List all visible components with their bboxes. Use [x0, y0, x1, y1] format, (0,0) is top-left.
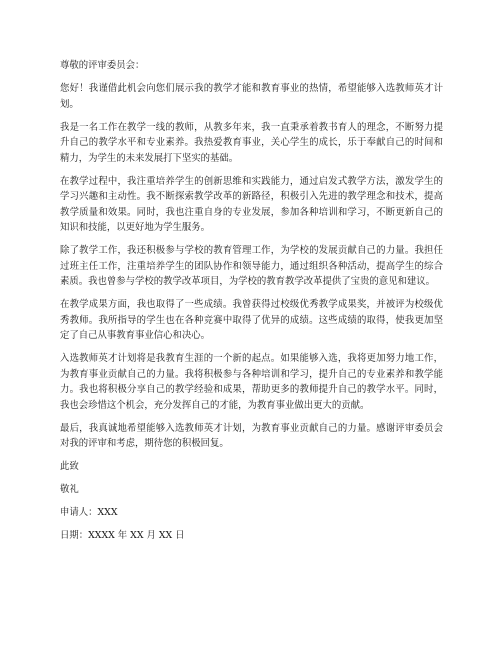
paragraph-teaching: 在教学过程中，我注重培养学生的创新思维和实践能力，通过启发式教学方法，激发学生的学习兴趣和主动性。我不断探索教学改革的新路径，积极引入先进的教学理念和技术，提高教学质量和效果。同时，我也注重自身的专业发展，参加各种培训和学习，不断更新自己的知识和技能，以更好地为学生服务。	[60, 175, 443, 233]
paragraph-conclusion: 最后，我真诚地希望能够入选教师英才计划，为教育事业贡献自己的力量。感谢评审委员会对我的评审和考虑，期待您的积极回复。	[60, 422, 443, 449]
paragraph-management: 除了教学工作，我还积极参与学校的教育管理工作，为学校的发展贡献自己的力量。我担任过班主任工作，注重培养学生的团队协作和领导能力，通过组织各种活动，提高学生的综合素质。我也曾参与学校的教学改革项目，为学校的教育教学改革提供了宝贵的意见和建议。	[60, 245, 443, 287]
date-line: 日期：XXXX 年 XX 月 XX 日	[60, 530, 185, 541]
salutation: 尊敬的评审委员会：	[60, 60, 145, 71]
applicant-line: 申请人：XXX	[60, 507, 118, 518]
closing-line-2: 敬礼	[60, 484, 79, 495]
paragraph-plans: 入选教师英才计划将是我教育生涯的一个新的起点。如果能够入选，我将更加努力地工作，为教育事业贡献自己的力量。我将积极参与各种培训和学习，提升自己的专业素养和教学能力。我也将积极分享自己的教学经验和成果，帮助更多的教师提升自己的教学水平。同时，我也会珍惜这个机会，充分发挥自己的才能，为教育事业做出更大的贡献。	[60, 353, 443, 411]
closing-line-1: 此致	[60, 461, 79, 472]
paragraph-intro: 您好！我谨借此机会向您们展示我的教学才能和教育事业的热情，希望能够入选教师英才计划。	[60, 83, 443, 110]
paragraph-background: 我是一名工作在教学一线的教师，从教多年来，我一直秉承着教书育人的理念，不断努力提升自己的教学水平和专业素养。我热爱教育事业，关心学生的成长，乐于奉献自己的时间和精力，为学生的未来发展打下坚实的基础。	[60, 121, 443, 164]
letter-body	[60, 58, 443, 551]
paragraph-achievements: 在教学成果方面，我也取得了一些成绩。我曾获得过校级优秀教学成果奖，并被评为校级优秀教师。我所指导的学生也在各种竞赛中取得了优异的成绩。这些成绩的取得，使我更加坚定了自己从事教育事业信心和决心。	[60, 299, 443, 341]
